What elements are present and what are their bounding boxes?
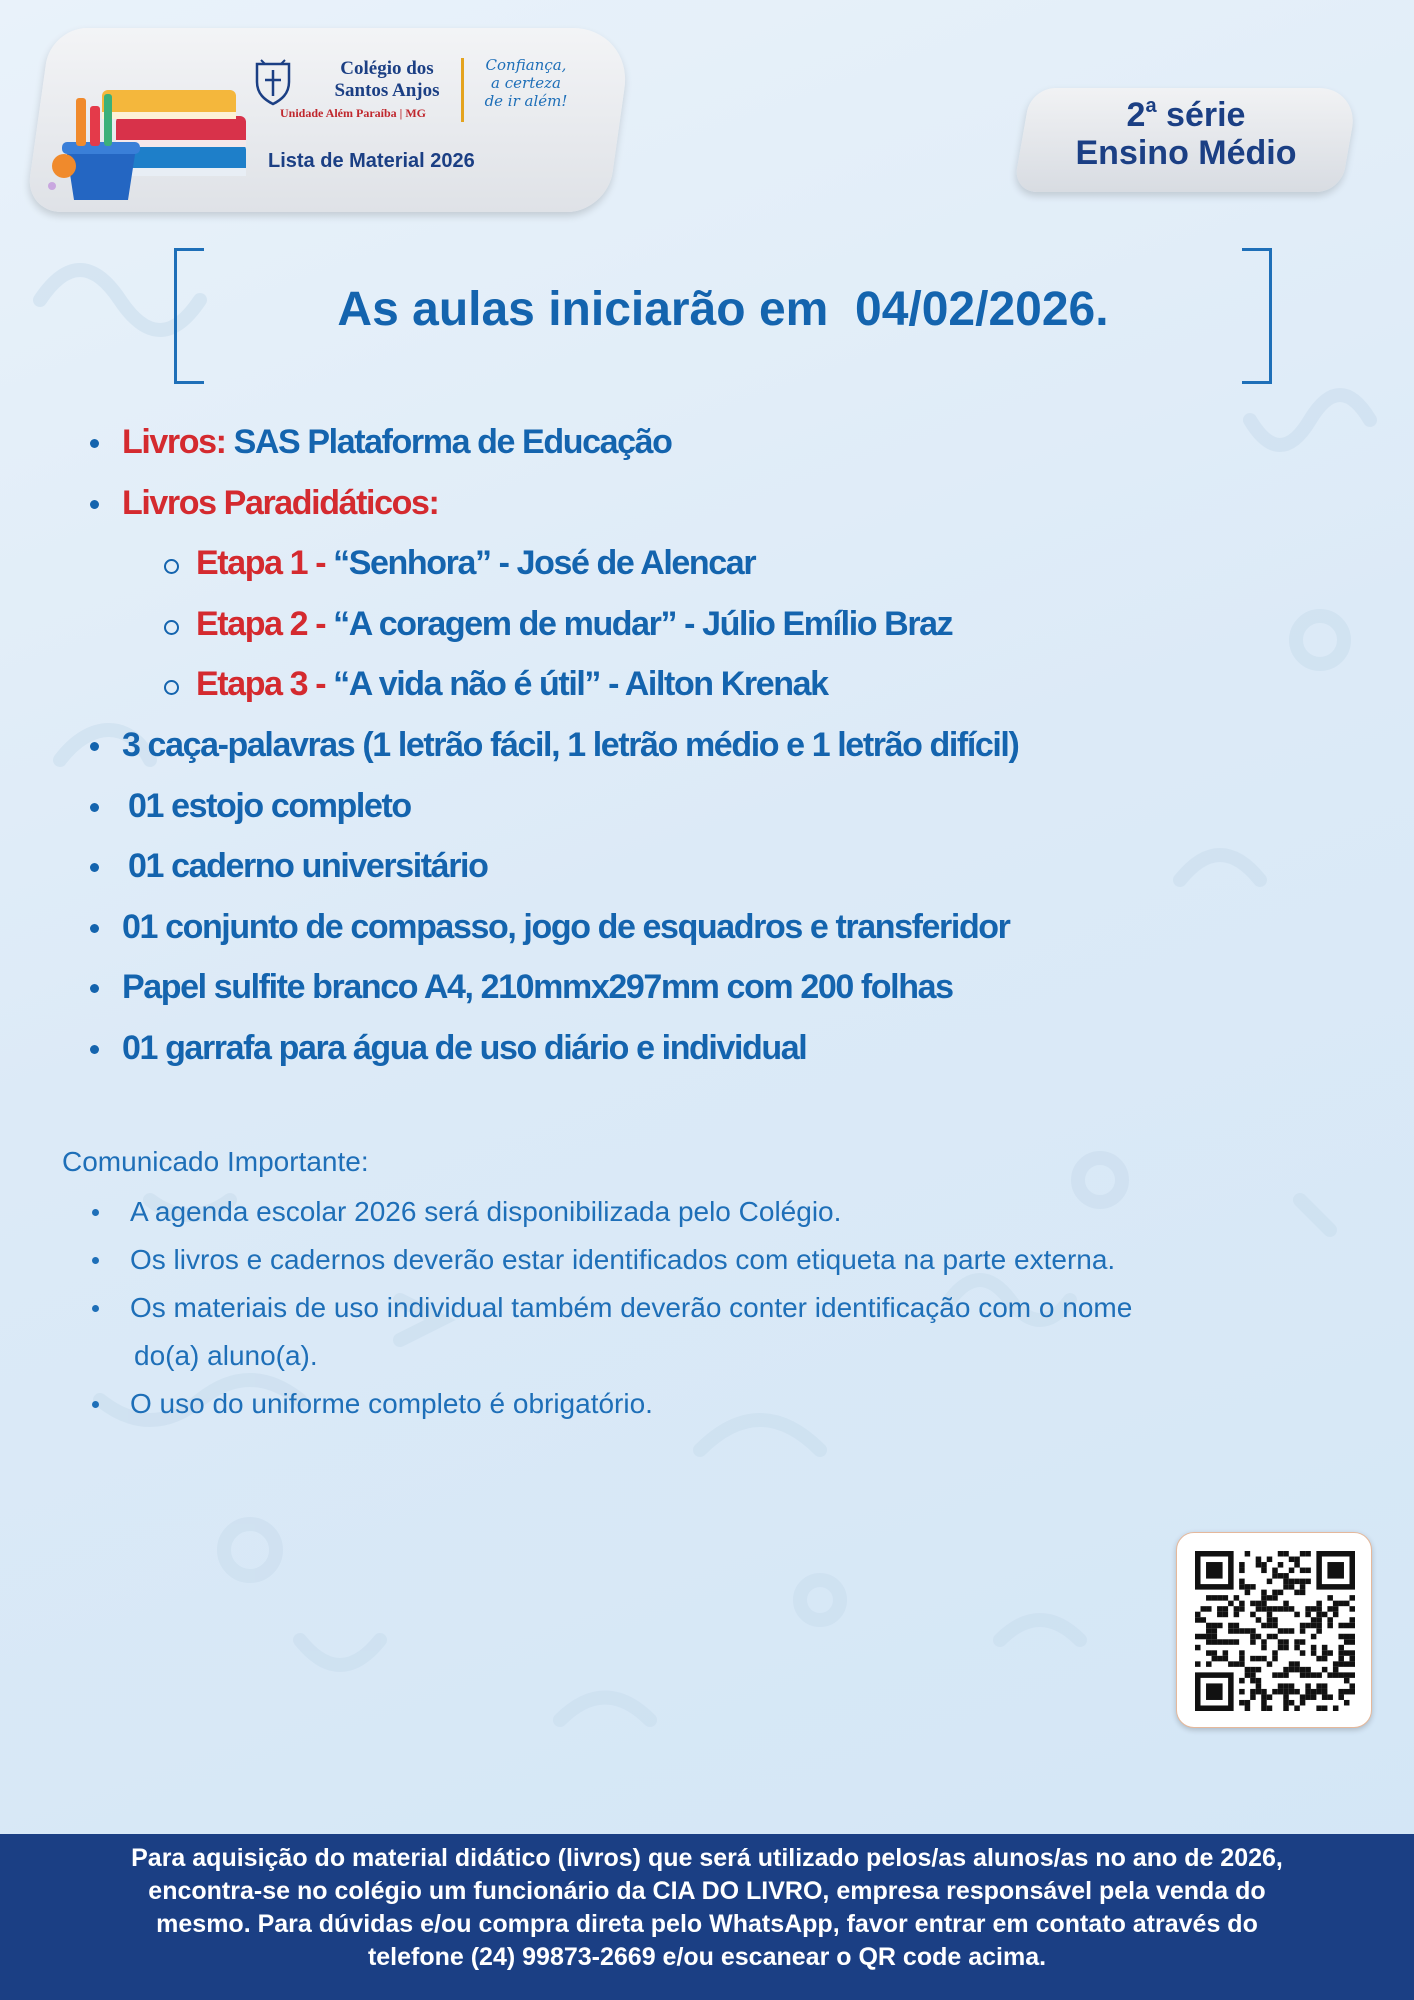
material-list	[88, 412, 1338, 1079]
etapa-label: Etapa 3 -	[196, 665, 334, 704]
list-item: 3 caça-palavras (1 letrão fácil, 1 letrão médio e 1 letrão difícil)	[88, 715, 1338, 776]
header	[38, 28, 628, 212]
footer-line: mesmo. Para dúvidas e/ou compra direta pelo WhatsApp, favor entrar em contato através do	[156, 1910, 1258, 1938]
grade-ordinal-suffix: a	[1145, 95, 1157, 117]
slogan-line3: de ir além!	[484, 92, 568, 110]
list-item: 01 estojo completo	[88, 776, 1338, 837]
bracket-right	[1242, 248, 1272, 384]
qr-code-frame[interactable]	[1176, 1532, 1372, 1728]
grade-badge-text	[1022, 96, 1350, 172]
etapa-label: Etapa 1 -	[196, 544, 334, 583]
qr-code-icon[interactable]	[1195, 1551, 1355, 1711]
school-name-line1: Colégio dos	[340, 58, 434, 79]
notice-item-line2: do(a) aluno(a).	[134, 1340, 318, 1371]
grade-level: Ensino Médio	[1075, 134, 1297, 172]
footer-info	[0, 1834, 1414, 2000]
notice-list	[88, 1188, 1348, 1428]
list-item-paradidaticos	[88, 473, 1338, 534]
list-item: 01 garrafa para água de uso diário e individual	[88, 1018, 1338, 1079]
notice-title: Comunicado Importante:	[62, 1146, 369, 1177]
notice-item	[88, 1284, 1348, 1380]
footer-line: telefone (24) 99873-2669 e/ou escanear o QR code acima.	[367, 1943, 1047, 1971]
paradidaticos-label: Livros Paradidáticos:	[122, 483, 439, 522]
etapa-value: “A vida não é útil” - Ailton Krenak	[333, 665, 828, 704]
books-icon	[44, 56, 254, 206]
crest-icon	[253, 58, 293, 106]
list-item: Papel sulfite branco A4, 210mmx297mm com 200 folhas	[88, 957, 1338, 1018]
books-label: Livros:	[122, 423, 226, 461]
bracket-left	[174, 248, 204, 384]
notice-item-line1: Os materiais de uso individual também deverão conter identificação com o nome	[130, 1292, 1133, 1323]
list-item-etapa-1	[88, 533, 1338, 594]
notice-item: Os livros e cadernos deverão estar identificados com etiqueta na parte externa.	[88, 1236, 1348, 1284]
slogan	[471, 56, 581, 110]
school-logo	[253, 54, 593, 144]
unit-name: Unidade Além Paraíba | MG	[280, 106, 426, 120]
books-value: SAS Plataforma de Educação	[225, 423, 672, 461]
notice-item: O uso do uniforme completo é obrigatório.	[88, 1380, 1348, 1428]
slogan-line2: a certeza	[491, 74, 561, 92]
notice-item: A agenda escolar 2026 será disponibilizada pelo Colégio.	[88, 1188, 1348, 1236]
etapa-label: Etapa 2 -	[196, 604, 334, 643]
list-item-etapa-3	[88, 654, 1338, 715]
grade-serie: série	[1156, 96, 1246, 134]
list-item-etapa-2	[88, 594, 1338, 655]
slogan-line1: Confiança,	[485, 56, 567, 74]
etapa-value: “A coragem de mudar” - Júlio Emílio Braz	[333, 604, 953, 643]
list-item: 01 conjunto de compasso, jogo de esquadros e transferidor	[88, 897, 1338, 958]
list-item: 01 caderno universitário	[88, 836, 1338, 897]
start-date-heading: As aulas iniciarão em 04/02/2026.	[337, 283, 1109, 336]
footer-line: encontra-se no colégio um funcionário da CIA DO LIVRO, empresa responsável pela venda do	[148, 1877, 1266, 1905]
list-title: Lista de Material 2026	[268, 150, 475, 172]
list-item-books	[88, 412, 1338, 473]
grade-ordinal: 2	[1126, 96, 1146, 134]
logo-divider	[461, 58, 464, 122]
etapa-value: “Senhora” - José de Alencar	[333, 544, 756, 583]
school-name-line2: Santos Anjos	[334, 80, 440, 101]
school-name	[297, 58, 477, 102]
footer-line: Para aquisição do material didático (livros) que será utilizado pelos/as alunos/as no ano de 2026,	[131, 1844, 1283, 1872]
